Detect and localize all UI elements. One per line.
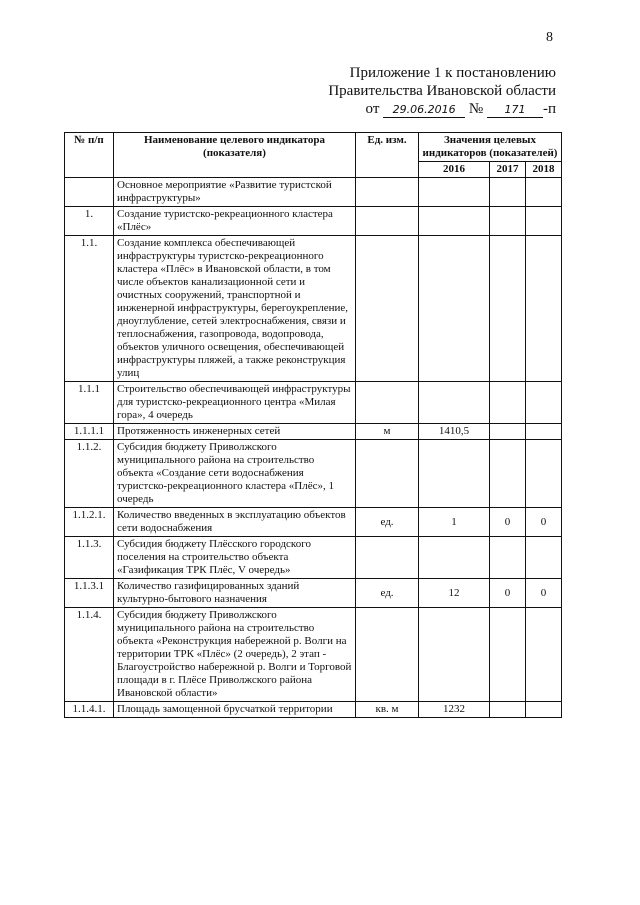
from-label: от <box>365 101 380 117</box>
table-header-row <box>65 133 562 162</box>
row-num: 1.1.3.1 <box>65 579 114 608</box>
row-value-2016: 1 <box>419 508 490 537</box>
row-num: 1.1. <box>65 236 114 382</box>
header-values: Значения целевых индикаторов (показателей) <box>419 133 562 162</box>
row-unit: ед. <box>356 579 419 608</box>
page-number: 8 <box>546 30 553 45</box>
row-value-2016: 1410,5 <box>419 424 490 440</box>
row-unit: кв. м <box>356 702 419 718</box>
decree-date: 29.06.2016 <box>383 103 465 118</box>
row-unit: ед. <box>356 508 419 537</box>
header-year-2016: 2016 <box>419 162 490 178</box>
decree-number: 171 <box>487 103 543 118</box>
row-value-2016 <box>419 608 490 702</box>
row-value-2016: 1232 <box>419 702 490 718</box>
row-value-2017 <box>490 537 526 579</box>
row-value-2018 <box>526 537 562 579</box>
row-num: 1.1.2.1. <box>65 508 114 537</box>
row-value-2017 <box>490 440 526 508</box>
row-name: Количество газифицированных зданий культурно-бытового назначения <box>114 579 356 608</box>
row-value-2018: 0 <box>526 579 562 608</box>
row-num: 1.1.1.1 <box>65 424 114 440</box>
row-unit: м <box>356 424 419 440</box>
indicators-table <box>64 132 562 718</box>
appendix-issuer: Правительства Ивановской области <box>328 83 556 99</box>
row-value-2018: 0 <box>526 508 562 537</box>
row-name: Субсидия бюджету Приволжского муниципального района на строительство объекта «Создание сети водоснабжения туристско-рекреационного кластера «Плёс», 1 очередь <box>114 440 356 508</box>
row-num: 1.1.2. <box>65 440 114 508</box>
row-value-2017 <box>490 424 526 440</box>
row-name: Количество введенных в эксплуатацию объектов сети водоснабжения <box>114 508 356 537</box>
row-value-2016 <box>419 382 490 424</box>
decree-suffix: -п <box>542 101 556 117</box>
row-unit <box>356 178 419 207</box>
row-unit <box>356 207 419 236</box>
number-label: № <box>468 101 484 117</box>
row-name: Субсидия бюджету Приволжского муниципального района на строительство объекта «Реконструкция набережной р. Волги на территории ТРК «Плёс» (2 очередь), 2 этап - Благоустройство набережной р. Волги и Торговой площади в г. Плёсе Приволжского района Ивановской области» <box>114 608 356 702</box>
row-value-2018 <box>526 424 562 440</box>
table-row <box>65 579 562 608</box>
appendix-title: Приложение 1 к постановлению <box>349 65 556 81</box>
table-row <box>65 440 562 508</box>
row-num: 1.1.3. <box>65 537 114 579</box>
table-row <box>65 508 562 537</box>
row-value-2017 <box>490 178 526 207</box>
table-row <box>65 702 562 718</box>
row-name: Основное мероприятие «Развитие туристской инфраструктуры» <box>114 178 356 207</box>
row-value-2017: 0 <box>490 508 526 537</box>
row-value-2018 <box>526 608 562 702</box>
row-value-2018 <box>526 382 562 424</box>
row-value-2016 <box>419 178 490 207</box>
row-value-2016: 12 <box>419 579 490 608</box>
row-name: Строительство обеспечивающей инфраструктуры для туристско-рекреационного центра «Милая гора», 4 очередь <box>114 382 356 424</box>
table-row <box>65 382 562 424</box>
row-value-2017 <box>490 236 526 382</box>
row-unit <box>356 236 419 382</box>
row-name: Создание туристско-рекреационного кластера «Плёс» <box>114 207 356 236</box>
row-num <box>65 178 114 207</box>
row-value-2017: 0 <box>490 579 526 608</box>
header-year-2017: 2017 <box>490 162 526 178</box>
table-row <box>65 236 562 382</box>
table-row <box>65 424 562 440</box>
row-value-2016 <box>419 537 490 579</box>
row-value-2018 <box>526 207 562 236</box>
row-name: Создание комплекса обеспечивающей инфраструктуры туристско-рекреационного кластера «Плёс» в Ивановской области, в том числе объектов канализационной сети и очистных сооружений, транспортной и инженерной инфраструктуры, берегоукрепление, дноуглубление, сетей электроснабжения, связи и теплоснабжения, газопровода, водопровода, объектов уличного освещения, обеспечивающей инфраструктуры пляжей, а также реконструкция улиц <box>114 236 356 382</box>
row-num: 1.1.4. <box>65 608 114 702</box>
row-num: 1. <box>65 207 114 236</box>
row-value-2016 <box>419 236 490 382</box>
header-num: № п/п <box>65 133 114 178</box>
row-name: Площадь замощенной брусчаткой территории <box>114 702 356 718</box>
row-value-2018 <box>526 440 562 508</box>
row-value-2016 <box>419 207 490 236</box>
row-name: Протяженность инженерных сетей <box>114 424 356 440</box>
row-value-2017 <box>490 382 526 424</box>
row-value-2017 <box>490 608 526 702</box>
row-value-2018 <box>526 178 562 207</box>
row-num: 1.1.1 <box>65 382 114 424</box>
row-value-2017 <box>490 702 526 718</box>
row-value-2016 <box>419 440 490 508</box>
appendix-header <box>300 64 556 118</box>
row-name: Субсидия бюджету Плёсского городского поселения на строительство объекта «Газификация ТРК Плёс, V очередь» <box>114 537 356 579</box>
table-row <box>65 608 562 702</box>
header-unit: Ед. изм. <box>356 133 419 178</box>
row-unit <box>356 537 419 579</box>
row-value-2018 <box>526 702 562 718</box>
row-unit <box>356 608 419 702</box>
header-name: Наименование целевого индикатора (показателя) <box>114 133 356 178</box>
row-num: 1.1.4.1. <box>65 702 114 718</box>
row-unit <box>356 440 419 508</box>
decree-line <box>300 100 556 118</box>
table-row <box>65 207 562 236</box>
row-value-2017 <box>490 207 526 236</box>
row-value-2018 <box>526 236 562 382</box>
table-row <box>65 178 562 207</box>
header-year-2018: 2018 <box>526 162 562 178</box>
row-unit <box>356 382 419 424</box>
table-row <box>65 537 562 579</box>
